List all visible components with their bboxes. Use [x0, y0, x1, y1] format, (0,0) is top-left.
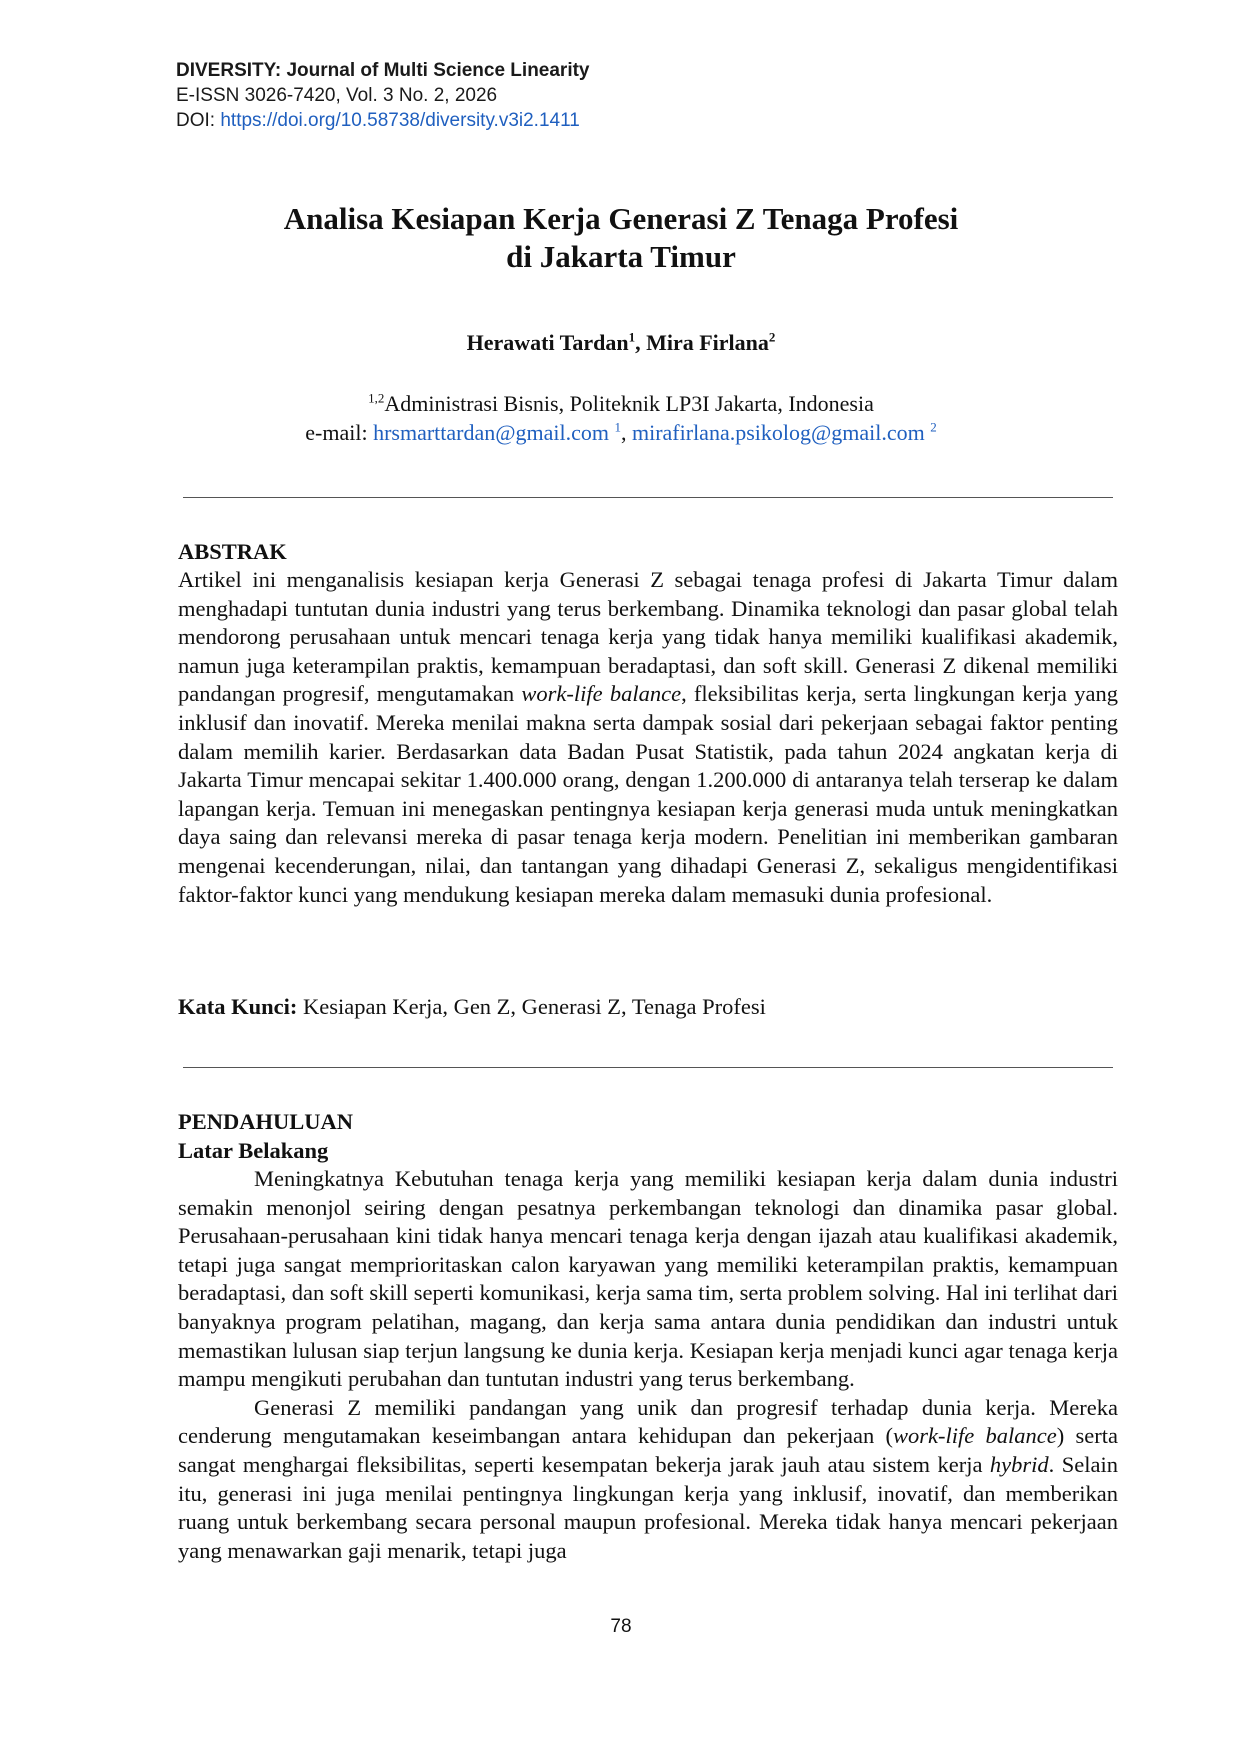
- author-separator: ,: [635, 330, 647, 355]
- abstract-section: [178, 537, 1118, 909]
- para2-italic-1: work-life balance: [892, 1423, 1057, 1449]
- keywords: [178, 993, 1118, 1022]
- affiliation-text: Administrasi Bisnis, Politeknik LP3I Jakarta, Indonesia: [384, 391, 874, 416]
- intro-heading: PENDAHULUAN: [178, 1109, 354, 1134]
- author-2: Mira Firlana: [646, 330, 769, 355]
- affiliation-sup: 1,2: [368, 390, 385, 406]
- intro-paragraph-1: Meningkatnya Kebutuhan tenaga kerja yang memiliki kesiapan kerja dalam dunia industri semakin menonjol seiring dengan pesatnya perkembangan teknologi dan dinamika pasar global. Perusahaan-perusahaan kini tidak hanya mencari tenaga kerja dengan ijazah atau kualifikasi akademik, tetapi juga sangat memprioritaskan calon karyawan yang memiliki keterampilan praktis, kemampuan beradaptasi, dan soft skill seperti komunikasi, kerja sama tim, serta problem solving. Hal ini terlihat dari banyaknya program pelatihan, magang, dan kerja sama antara dunia pendidikan dan industri untuk memastikan lulusan siap terjun langsung ke dunia kerja. Kesiapan kerja menjadi kunci agar tenaga kerja mampu mengikuti perubahan dan tuntutan industri yang terus berkembang.: [178, 1166, 1118, 1392]
- divider-bottom: [183, 1067, 1113, 1068]
- affiliation-block: [0, 389, 1242, 447]
- email-label: e-mail:: [305, 420, 374, 445]
- abstract-heading: ABSTRAK: [178, 539, 287, 564]
- author-2-sup: 2: [768, 329, 776, 345]
- page-number: 78: [610, 1616, 632, 1637]
- title-line-2: di Jakarta Timur: [506, 239, 736, 274]
- journal-name: DIVERSITY: Journal of Multi Science Linearity: [176, 60, 590, 81]
- para2-part-a: Generasi Z memiliki pandangan yang unik dan progresif terhadap dunia kerja. Mereka cenderung mengutamakan keseimbangan antara kehidupan dan pekerjaan (: [178, 1394, 1118, 1449]
- divider-top: [183, 497, 1113, 498]
- journal-header: [176, 58, 590, 133]
- intro-paragraph-2: [178, 1394, 1118, 1566]
- intro-subheading: Latar Belakang: [178, 1138, 329, 1163]
- email-separator: ,: [620, 420, 632, 445]
- journal-issn: E-ISSN 3026-7420, Vol. 3 No. 2, 2026: [176, 85, 498, 106]
- journal-doi: [176, 108, 590, 133]
- keywords-label: Kata Kunci:: [178, 994, 298, 1019]
- title-line-1: Analisa Kesiapan Kerja Generasi Z Tenaga Profesi: [283, 201, 959, 236]
- introduction-section: [178, 1107, 1118, 1565]
- para2-part-b: ) serta sangat menghargai fleksibilitas, seperti kesempatan bekerja jarak jauh atau sistem kerja: [178, 1423, 1118, 1477]
- para2-italic-2: hybrid: [989, 1451, 1049, 1477]
- abstract-italic: work-life balance: [521, 681, 682, 707]
- doi-link[interactable]: https://doi.org/10.58738/diversity.v3i2.1411: [220, 110, 580, 131]
- para2-part-c: . Selain itu, generasi ini juga menilai pentingnya lingkungan kerja yang inklusif, inovatif, dan memberikan ruang untuk berkembang secara personal maupun profesional. Mereka tidak hanya mencari pekerjaan yang menawarkan gaji menarik, tetapi juga: [178, 1451, 1118, 1563]
- keywords-text: Kesiapan Kerja, Gen Z, Generasi Z, Tenaga Profesi: [297, 994, 766, 1019]
- authors: [0, 330, 1242, 356]
- email-1-sup: 1: [614, 419, 621, 435]
- affiliation: [0, 389, 1242, 418]
- abstract-part-1: Artikel ini menganalisis kesiapan kerja Generasi Z sebagai tenaga profesi di Jakarta Timur dalam menghadapi tuntutan dunia industri yang terus berkembang. Dinamika teknologi dan pasar global telah mendorong perusahaan untuk mencari tenaga kerja yang tidak hanya memiliki kualifikasi akademik, namun juga keterampilan praktis, kemampuan beradaptasi, dan soft skill. Generasi Z dikenal memiliki pandangan progresif, mengutamakan: [178, 567, 1118, 707]
- paper-title: [0, 200, 1242, 276]
- email-2-sup: 2: [930, 419, 937, 435]
- author-1: Herawati Tardan: [466, 330, 629, 355]
- email-link-1[interactable]: hrsmarttardan@gmail.com: [373, 420, 609, 445]
- abstract-part-2: , fleksibilitas kerja, serta lingkungan kerja yang inklusif dan inovatif. Mereka menilai makna serta dampak sosial dari pekerjaan sebagai faktor penting dalam memilih karier. Berdasarkan data Badan Pusat Statistik, pada tahun 2024 angkatan kerja di Jakarta Timur mencapai sekitar 1.400.000 orang, dengan 1.200.000 di antaranya telah terserap ke dalam lapangan kerja. Temuan ini menegaskan pentingnya kesiapan kerja generasi muda untuk meningkatkan daya saing dan relevansi mereka di pasar tenaga kerja modern. Penelitian ini memberikan gambaran mengenai kecenderungan, nilai, dan tantangan yang dihadapi Generasi Z, sekaligus mengidentifikasi faktor-faktor kunci yang mendukung kesiapan mereka dalam memasuki dunia profesional.: [178, 681, 1118, 907]
- email-link-2[interactable]: mirafirlana.psikolog@gmail.com: [631, 420, 925, 445]
- abstract-text: [178, 566, 1118, 909]
- email-line: [0, 418, 1242, 447]
- author-1-sup: 1: [628, 329, 636, 345]
- doi-label: DOI:: [176, 110, 221, 131]
